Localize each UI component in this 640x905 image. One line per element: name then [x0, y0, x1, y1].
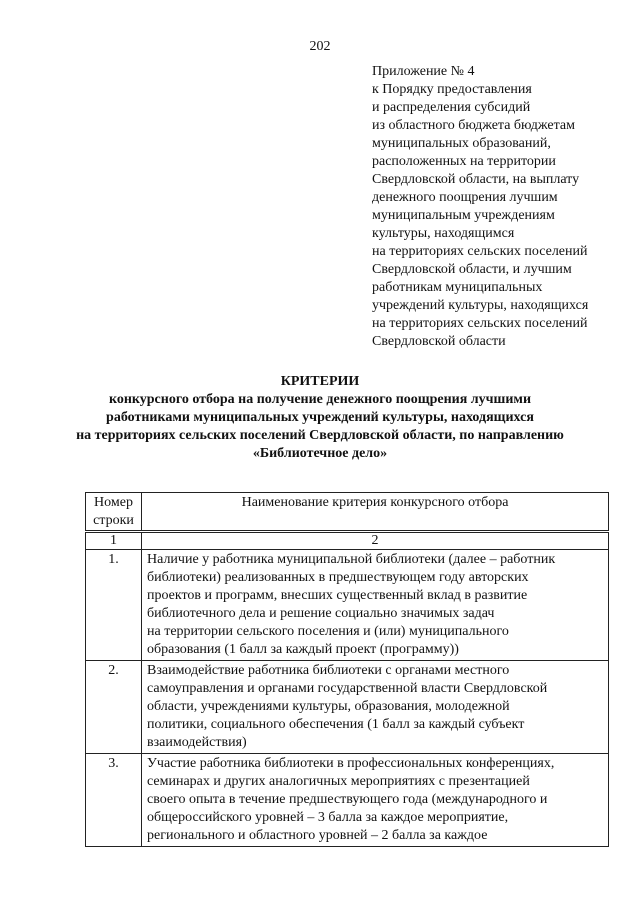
criterion-line: регионального и областного уровней – 2 балла за каждое	[147, 828, 488, 843]
annex-line: Свердловской области	[372, 334, 506, 349]
header-row	[86, 493, 609, 531]
document-title	[0, 373, 640, 463]
criterion-line: семинарах и других аналогичных мероприятиях с презентацией	[147, 774, 530, 789]
annex-line: денежного поощрения лучшим	[372, 190, 558, 205]
criterion-line: библиотеки) реализованных в предшествующем году авторских	[147, 570, 529, 585]
row-number: 2.	[86, 661, 142, 754]
criterion-line: политики, социального обеспечения (1 балл за каждый субъект	[147, 717, 525, 732]
row-number: 1.	[86, 550, 142, 661]
criterion-line: Взаимодействие работника библиотеки с органами местного	[147, 663, 510, 678]
criterion-line: взаимодействия)	[147, 735, 247, 750]
annex-line: к Порядку предоставления	[372, 82, 532, 97]
criterion-text	[142, 661, 609, 754]
header-name-cell: Наименование критерия конкурсного отбора	[142, 493, 609, 531]
criterion-line: образования (1 балл за каждый проект (программу))	[147, 642, 459, 657]
annex-line: муниципальным учреждениям	[372, 208, 555, 223]
criterion-line: Участие работника библиотеки в профессиональных конференциях,	[147, 756, 555, 771]
criterion-line: области, учреждениями культуры, образования, молодежной	[147, 699, 510, 714]
annex-line: на территориях сельских поселений	[372, 316, 588, 331]
annex-line: Приложение № 4	[372, 64, 475, 79]
annex-line: расположенных на территории	[372, 154, 556, 169]
criterion-text	[142, 550, 609, 661]
criterion-line: самоуправления и органами государственной власти Свердловской	[147, 681, 548, 696]
criteria-table-header	[85, 492, 609, 531]
column-number-cell: 2	[142, 533, 609, 550]
criterion-line: общероссийского уровней – 3 балла за каждое мероприятие,	[147, 810, 509, 825]
table-row	[86, 661, 609, 754]
subtitle-line: на территориях сельских поселений Свердловской области, по направлению	[76, 428, 564, 443]
annex-line: муниципальных образований,	[372, 136, 551, 151]
annex-line: учреждений культуры, находящихся	[372, 298, 589, 313]
annex-line: на территориях сельских поселений	[372, 244, 588, 259]
header-number-cell	[86, 493, 142, 531]
column-number-cell: 1	[86, 533, 142, 550]
annex-line: Свердловской области, и лучшим	[372, 262, 572, 277]
annex-line: работникам муниципальных	[372, 280, 543, 295]
annex-line: и распределения субсидий	[372, 100, 531, 115]
title-line: КРИТЕРИИ	[280, 374, 360, 389]
annex-line: из областного бюджета бюджетам	[372, 118, 575, 133]
header-number-text: Номер	[94, 495, 133, 510]
criterion-line: Наличие у работника муниципальной библиотеки (далее – работник	[147, 552, 556, 567]
table-row	[86, 550, 609, 661]
criterion-line: на территории сельского поселения и (или) муниципального	[147, 624, 509, 639]
subtitle-line: «Библиотечное дело»	[252, 446, 388, 461]
annex-line: культуры, находящимся	[372, 226, 515, 241]
row-number: 3.	[86, 754, 142, 847]
annex-line: Свердловской области, на выплату	[372, 172, 580, 187]
table-row	[86, 754, 609, 847]
criterion-text	[142, 754, 609, 847]
subtitle-line: конкурсного отбора на получение денежного поощрения лучшими	[108, 392, 532, 407]
annex-block	[372, 63, 634, 351]
subtitle-line: работниками муниципальных учреждений культуры, находящихся	[106, 410, 534, 425]
page-number: 202	[309, 39, 331, 54]
header-number-text: строки	[93, 513, 134, 528]
criterion-line: библиотечного дела и решение социально значимых задач	[147, 606, 495, 621]
criteria-table	[85, 532, 609, 847]
criterion-line: своего опыта в течение предшествующего года (международного и	[147, 792, 548, 807]
criterion-line: проектов и программ, внесших существенный вклад в развитие	[147, 588, 528, 603]
column-number-row	[86, 533, 609, 550]
